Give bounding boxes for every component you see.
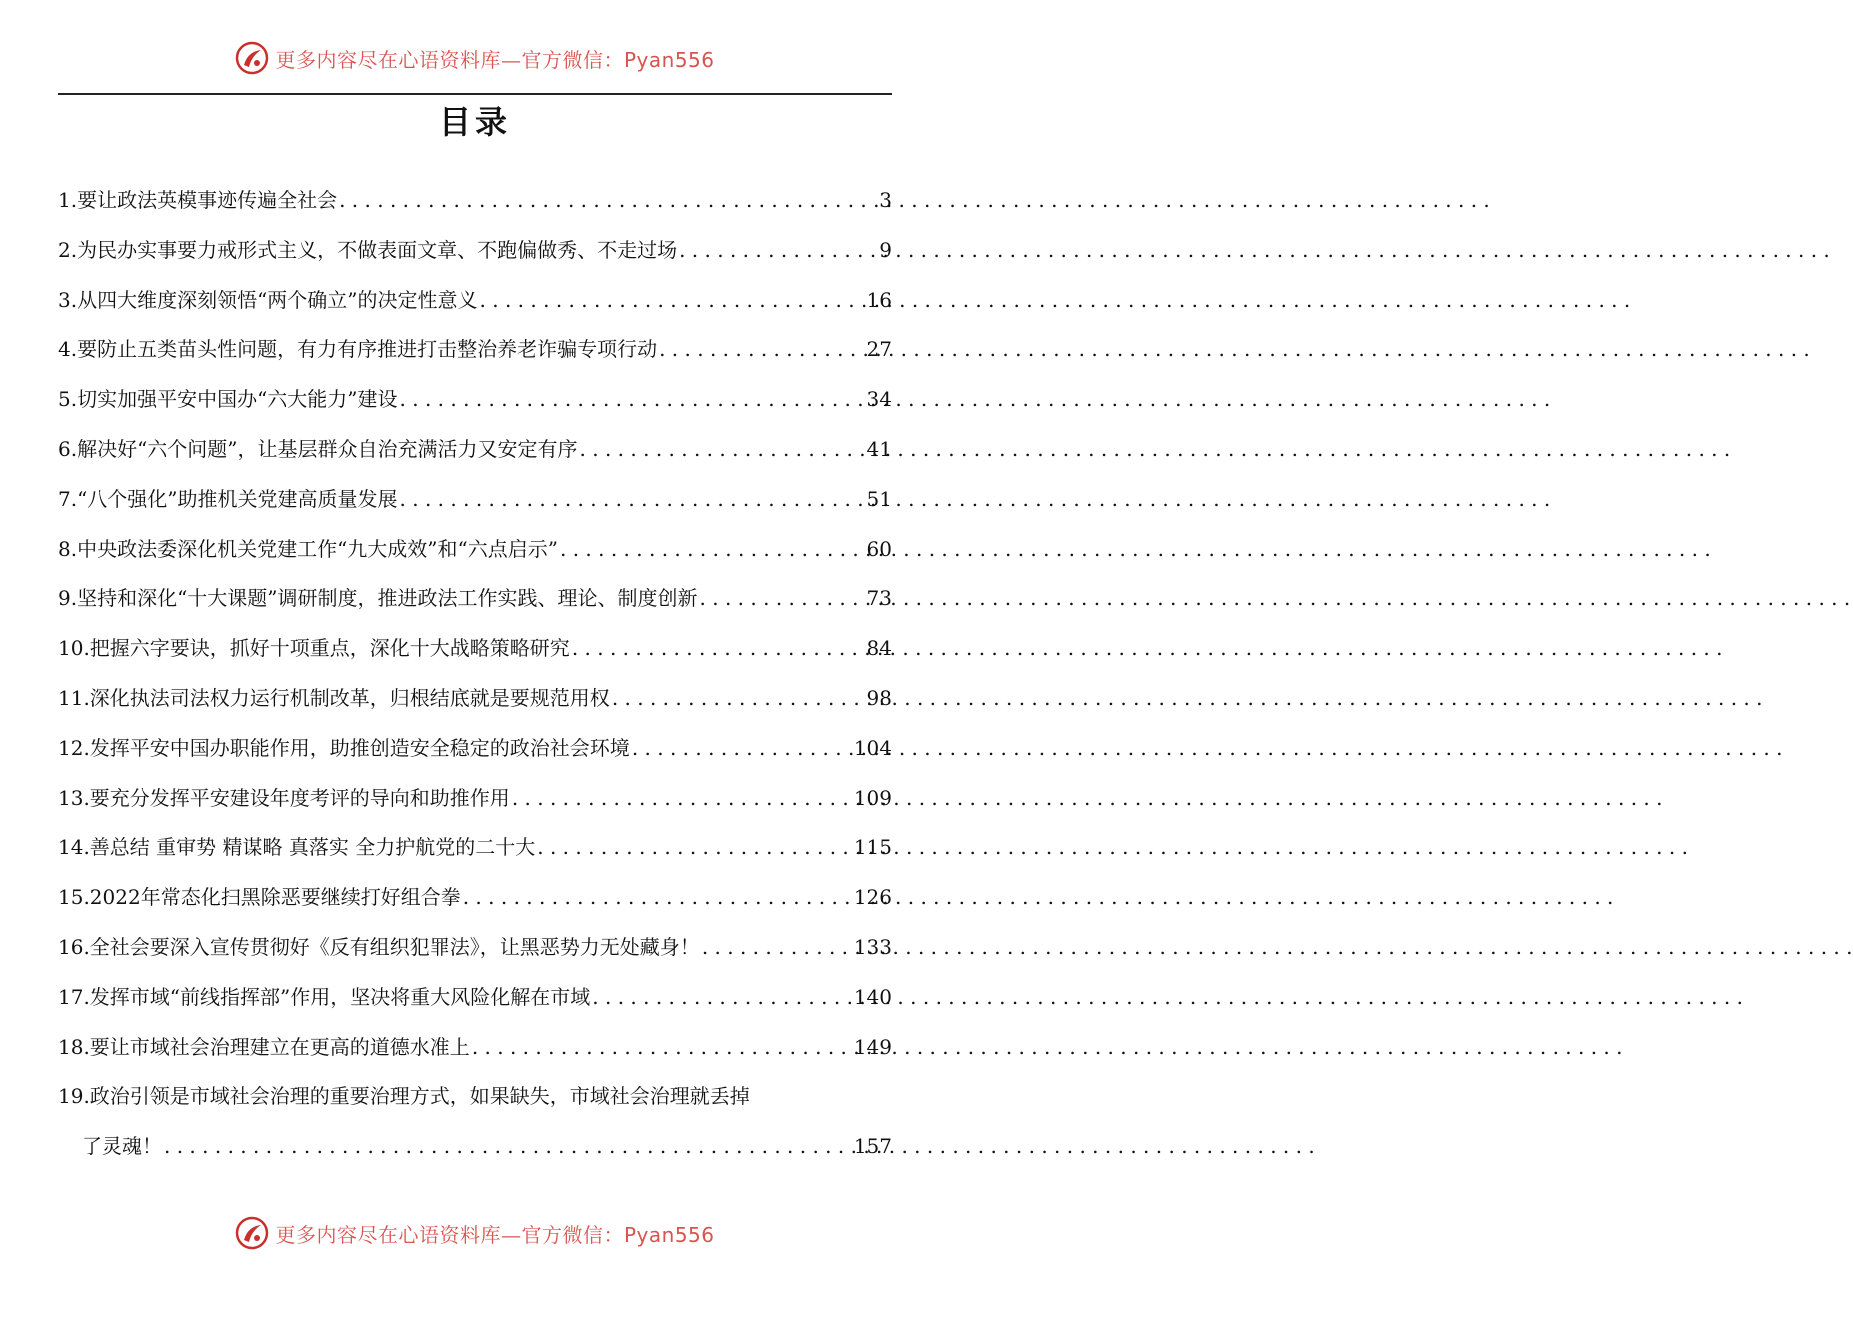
toc-entry-title: 8.中央政法委深化机关党建工作“九大成效”和“六点启示” [58, 536, 558, 561]
toc-leader-dots [537, 823, 850, 873]
toc-entry[interactable] [58, 923, 892, 973]
toc-leader-dots [339, 176, 875, 226]
toc-entry-page: 109 [853, 785, 892, 810]
toc-entry-page: 133 [853, 934, 892, 959]
toc-entry-page: 126 [853, 885, 892, 910]
toc-entry[interactable] [58, 375, 892, 425]
toc-entry-title: 10.把握六字要诀，抓好十项重点，深化十大战略策略研究 [58, 636, 570, 661]
toc-entry[interactable] [58, 1072, 892, 1172]
toc-entry-title: 19.政治引领是市域社会治理的重要治理方式，如果缺失，市域社会治理就丢掉 [58, 1084, 750, 1109]
toc-entry[interactable] [58, 873, 892, 923]
toc-entry[interactable] [58, 973, 892, 1023]
toc-leader-dots [592, 973, 850, 1023]
toc-leader-dots [463, 873, 850, 923]
toc-entry-page: 73 [866, 586, 892, 611]
logo-icon [235, 1216, 269, 1250]
toc-entry[interactable] [58, 823, 892, 873]
header-banner-text [275, 44, 714, 73]
toc-entry[interactable] [58, 475, 892, 525]
toc-entry[interactable] [58, 574, 892, 624]
toc-entry-title: 15.2022年常态化扫黑除恶要继续打好组合拳 [58, 885, 461, 910]
toc-leader-dots [572, 624, 863, 674]
toc-entry-title-cont: 了灵魂！ [82, 1134, 162, 1159]
toc-leader-dots [164, 1122, 850, 1172]
toc-entry-title: 11.深化执法司法权力运行机制改革，归根结底就是要规范用权 [58, 685, 610, 710]
toc-leader-dots [659, 325, 862, 375]
toc-entry-title: 12.发挥平安中国办职能作用，助推创造安全稳定的政治社会环境 [58, 735, 630, 760]
toc-entry-title: 14.善总结 重审势 精谋略 真落实 全力护航党的二十大 [58, 835, 536, 860]
page-title: 目录 [438, 103, 511, 141]
toc-leader-dots [632, 724, 850, 774]
toc-entry[interactable] [58, 226, 892, 276]
toc-entry-continuation [58, 1122, 892, 1172]
toc-entry-page: 149 [853, 1034, 892, 1059]
toc-entry-page: 140 [853, 984, 892, 1009]
toc-entry-title: 6.解决好“六个问题”，让基层群众自治充满活力又安定有序 [58, 436, 578, 461]
toc-leader-dots [612, 674, 863, 724]
table-of-contents [58, 176, 892, 1172]
toc-entry[interactable] [58, 325, 892, 375]
footer-banner [0, 1213, 950, 1253]
toc-leader-dots [702, 923, 850, 973]
toc-entry[interactable] [58, 176, 892, 226]
toc-entry[interactable] [58, 1023, 892, 1073]
toc-entry-page: 115 [853, 835, 892, 860]
toc-entry-page: 41 [866, 436, 892, 461]
header-banner [0, 38, 950, 78]
toc-entry-page: 3 [879, 188, 892, 212]
footer-banner-id: Pyan556 [623, 1222, 715, 1247]
toc-leader-dots [512, 774, 850, 824]
toc-entry-title: 18.要让市域社会治理建立在更高的道德水准上 [58, 1034, 470, 1059]
toc-entry[interactable] [58, 276, 892, 326]
header-divider [58, 93, 892, 95]
toc-entry-title: 5.切实加强平安中国办“六大能力”建设 [58, 387, 398, 412]
header-banner-label: 更多内容尽在心语资料库—官方微信： [275, 47, 624, 72]
toc-entry-title: 2.为民办实事要力戒形式主义，不做表面文章、不跑偏做秀、不走过场 [58, 237, 678, 262]
toc-entry-page: 9 [879, 237, 892, 262]
header-banner-id: Pyan556 [623, 47, 715, 72]
toc-entry[interactable] [58, 774, 892, 824]
toc-entry-title: 3.从四大维度深刻领悟“两个确立”的决定性意义 [58, 287, 478, 312]
toc-entry[interactable] [58, 425, 892, 475]
toc-entry-page: 60 [866, 536, 892, 561]
toc-entry-title: 13.要充分发挥平安建设年度考评的导向和助推作用 [58, 785, 510, 810]
toc-entry-page: 98 [866, 685, 892, 710]
toc-entry-page: 51 [866, 486, 892, 511]
footer-banner-text [275, 1219, 714, 1248]
toc-entry-title: 1.要让政法英模事迹传遍全社会 [58, 188, 338, 212]
toc-entry[interactable] [58, 724, 892, 774]
toc-entry[interactable] [58, 624, 892, 674]
toc-entry-page: 104 [853, 735, 892, 760]
toc-entry-page: 27 [866, 337, 892, 362]
toc-entry[interactable] [58, 674, 892, 724]
toc-entry-page: 157 [853, 1134, 892, 1159]
logo-icon [235, 41, 269, 75]
toc-entry-title: 4.要防止五类苗头性问题，有力有序推进打击整治养老诈骗专项行动 [58, 337, 658, 362]
toc-entry[interactable] [58, 525, 892, 575]
toc-entry-page: 84 [866, 636, 892, 661]
toc-entry-page: 34 [866, 387, 892, 412]
toc-leader-dots [560, 525, 863, 575]
footer-banner-label: 更多内容尽在心语资料库—官方微信： [275, 1222, 624, 1247]
toc-leader-dots [480, 276, 863, 326]
toc-entry-title: 17.发挥市域“前线指挥部”作用，坚决将重大风险化解在市域 [58, 984, 591, 1009]
toc-entry-page: 16 [866, 287, 892, 312]
toc-leader-dots [400, 375, 863, 425]
toc-leader-dots [580, 425, 863, 475]
toc-entry-title: 9.坚持和深化“十大课题”调研制度，推进政法工作实践、理论、制度创新 [58, 586, 698, 611]
toc-leader-dots [679, 226, 875, 276]
toc-entry-title: 7.“八个强化”助推机关党建高质量发展 [58, 486, 398, 511]
toc-leader-dots [700, 574, 863, 624]
toc-leader-dots [400, 475, 863, 525]
toc-leader-dots [472, 1023, 850, 1073]
toc-entry-title: 16.全社会要深入宣传贯彻好《反有组织犯罪法》，让黑恶势力无处藏身！ [58, 934, 700, 959]
